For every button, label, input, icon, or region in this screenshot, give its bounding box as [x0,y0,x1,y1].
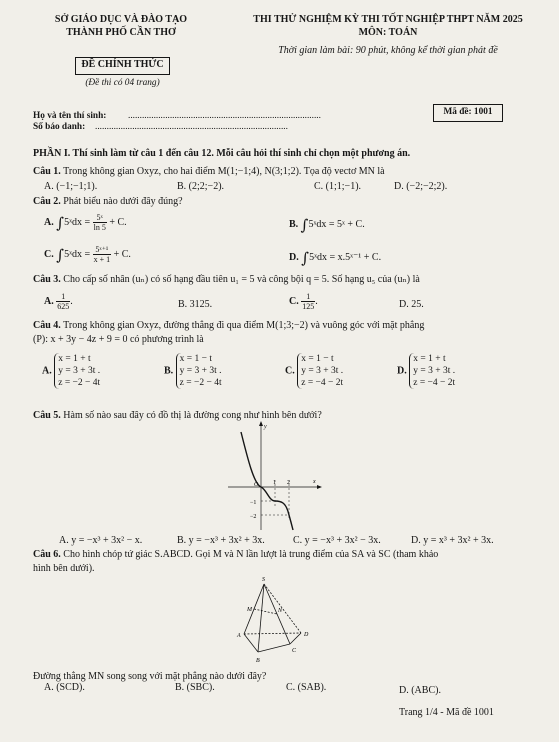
q5-option-d: D. y = x³ + 3x² + 3x. [411,535,494,546]
q3-c-numerator: 1 [301,292,315,302]
q1-option-a: A. (−1;−1;1). [44,181,98,192]
exam-title: THI THỬ NGHIỆM KỲ THI TỐT NGHIỆP THPT NĂM 2025 [253,14,523,25]
x-axis-label: x [313,479,316,485]
q5-option-b: B. y = −x³ + 3x² + 3x. [177,535,265,546]
edge-SB [258,584,264,652]
q1-stem [33,166,385,177]
vertex-label-a: A [237,633,241,639]
q3-stem [33,274,420,285]
tick-label-minus2: −2 [250,514,257,520]
q4-d-system [409,353,455,389]
pages-note: (Đề thi có 04 trang) [85,78,160,88]
q6-text-line1: Cho hình chóp tứ giác S.ABCD. Gọi M và N lần lượt là trung điểm của SA và SC (tham khảo [60,549,439,560]
q4-text-line1: Trong không gian Oxyz, đường thẳng đi qua điểm M(1;3;−2) và vuông góc với mặt phẳng [60,320,425,331]
q4-option-a [42,353,100,389]
department-line1: SỞ GIÁO DỤC VÀ ĐÀO TẠO [54,14,188,25]
x-axis-arrow [317,485,322,489]
q4-label: Câu 4. [33,320,61,331]
tick-label-minus1: −1 [250,500,257,506]
q1-option-b: B. (2;2;−2). [177,181,225,192]
q4-a-prefix: A. [42,365,52,377]
q2-option-c [44,245,131,264]
id-label: Số báo danh: [33,122,86,132]
q2-c-tail: + C. [113,248,131,260]
tick-label-2: 2 [287,480,290,486]
exam-code: Mã đề: 1001 [443,107,493,117]
name-label: Họ và tên thí sinh: [33,111,107,121]
q4-d-eq1: x = 1 + t [413,354,446,364]
q3-a-fraction [56,292,70,311]
q2-d-prefix: D. [289,252,299,263]
q6-stem-line2: hình bên dưới). [33,563,95,574]
q4-c-eq1: x = 1 − t [301,354,334,364]
q2-b-expr: 5ˣdx = 5ˣ + C. [308,219,365,230]
origin-label: O [254,482,259,488]
q4-d-prefix: D. [397,365,407,377]
q5-function-graph [224,420,324,532]
q4-c-eq2: y = 3 + 3t . [301,366,344,376]
q4-a-eq3: z = −2 − 4t [58,378,101,388]
q3-label: Câu 3. [33,274,61,285]
q3-option-b: B. 3125. [178,299,213,310]
q4-option-d [397,353,455,389]
edge-AB [244,634,258,652]
q6-pyramid-figure [232,574,316,668]
segment-MN [254,609,277,614]
id-dots: ................................................................................... [95,122,288,132]
q3-option-c: C. $\frac{1}{125}$ . [289,292,318,311]
q4-c-prefix: C. [285,365,295,377]
function-curve [241,432,293,530]
q5-option-a: A. y = −x³ + 3x² − x. [59,535,143,546]
q2-c-fraction [93,245,112,264]
y-axis-arrow [259,421,263,426]
q3-c-denominator: 125 [302,302,315,311]
q4-a-eq1: x = 1 + t [58,354,91,364]
q5-label: Câu 5. [33,410,61,421]
q6-option-b: B. (SBC). [175,682,215,693]
q4-stem-line1 [33,320,424,331]
q3-a-numerator: 1 [56,292,70,302]
q2-text: Phát biểu nào dưới đây đúng? [60,196,183,207]
q6-option-d: D. (ABC). [399,685,441,696]
q1-option-d: D. (−2;−2;2). [394,181,448,192]
vertex-label-b: B [256,658,260,664]
point-label-n: N [278,608,283,614]
q2-c-prefix: C. [44,248,54,260]
part1-title: PHẦN I. [33,148,71,159]
subject: MÔN: TOÁN [358,27,418,38]
q2-a-tail: + C. [109,216,127,228]
q2-label: Câu 2. [33,196,61,207]
q3-c-prefix: C. [289,295,299,307]
q1-label: Câu 1. [33,166,61,177]
q4-option-c [285,353,343,389]
q2-a-fraction [93,213,107,232]
q3-a-denominator: 625 [57,302,70,311]
integral-sign: ∫ [301,249,310,267]
q2-c-numerator: 5ˣ⁺¹ [93,245,112,255]
q4-stem-line2: (P): x + 3y − 4z + 9 = 0 có phương trình là [33,334,204,345]
q2-a-denominator: ln 5 [93,223,106,232]
time-note: Thời gian làm bài: 90 phút, không kể thời gian phát đề [278,45,498,56]
integral-sign: ∫ [300,216,309,234]
q6-label: Câu 6. [33,549,61,560]
department-line2: THÀNH PHỐ CẦN THƠ [66,27,176,38]
q3-option-a: A. $\frac{1}{625}$ . [44,292,73,311]
q2-stem [33,196,183,207]
q4-b-prefix: B. [164,365,174,377]
q3-text: Cho cấp số nhân (uₙ) có số hạng đầu tiên u₁ = 5 và công bội q = 5. Số hạng u₅ của (uₙ) là [60,274,420,285]
q4-option-b [164,353,222,389]
q4-a-eq2: y = 3 + 3t . [58,366,101,376]
q4-d-eq3: z = −4 − 2t [413,378,456,388]
vertex-label-d: D [304,632,309,638]
q2-a-expr: 5ˣdx = [64,216,91,228]
q2-a-prefix: A. [44,216,54,228]
edge-BC [258,644,290,652]
q1-text: Trong không gian Oxyz, cho hai điểm M(1;−1;4), N(3;1;2). Tọa độ vectơ MN là [60,166,385,177]
official-label: ĐỀ CHÍNH THỨC [81,59,164,70]
edge-SC [264,584,290,644]
q2-option-a [44,213,127,232]
q4-b-eq3: z = −2 − 4t [179,378,222,388]
name-dots: ................................................................................... [128,111,321,121]
q2-c-denominator: x + 1 [93,255,111,264]
integral-sign: ∫ [56,245,65,264]
edge-SD [264,584,301,633]
edge-CD [290,633,301,644]
part1-heading [33,148,410,159]
q6-option-c: C. (SAB). [286,682,327,693]
integral-sign: ∫ [56,213,65,232]
q3-c-fraction [301,292,315,311]
q4-b-eq1: x = 1 − t [179,354,213,364]
q4-a-system [54,353,100,389]
q2-d-expr: 5ˣdx = x.5ˣ⁻¹ + C. [309,252,382,263]
edge-AD [244,633,301,634]
y-axis-label: y [264,424,267,430]
q6-option-a: A. (SCD). [44,682,85,693]
part1-intro: Thí sinh làm từ câu 1 đến câu 12. Mỗi câu hỏi thí sinh chỉ chọn một phương án. [70,148,411,159]
q2-option-b [289,216,365,234]
q2-option-d [289,249,381,267]
point-label-m: M [247,607,252,613]
vertex-label-c: C [292,648,297,654]
q3-a-prefix: A. [44,295,54,307]
q6-question: Đường thẳng MN song song với mặt phẳng nào dưới đây? [33,671,267,682]
q4-c-eq3: z = −4 − 2t [301,378,344,388]
q4-b-system [176,353,222,389]
q4-c-system [297,353,343,389]
q1-option-c: C. (1;1;−1). [314,181,362,192]
q4-d-eq2: y = 3 + 3t . [413,366,456,376]
page-footer: Trang 1/4 - Mã đề 1001 [399,707,494,718]
q2-c-expr: 5ˣdx = [64,248,91,260]
tick-label-1: 1 [273,480,276,486]
q2-a-numerator: 5ˣ [93,213,107,223]
q6-stem-line1 [33,549,438,560]
q5-text: Hàm số nào sau đây có đồ thị là đường cong như hình bên dưới? [60,410,322,421]
q4-b-eq2: y = 3 + 3t . [179,366,222,376]
q3-option-d: D. 25. [399,299,424,310]
q5-option-c: C. y = −x³ + 3x² − 3x. [293,535,381,546]
vertex-label-s: S [262,577,265,583]
q2-b-prefix: B. [289,219,299,230]
